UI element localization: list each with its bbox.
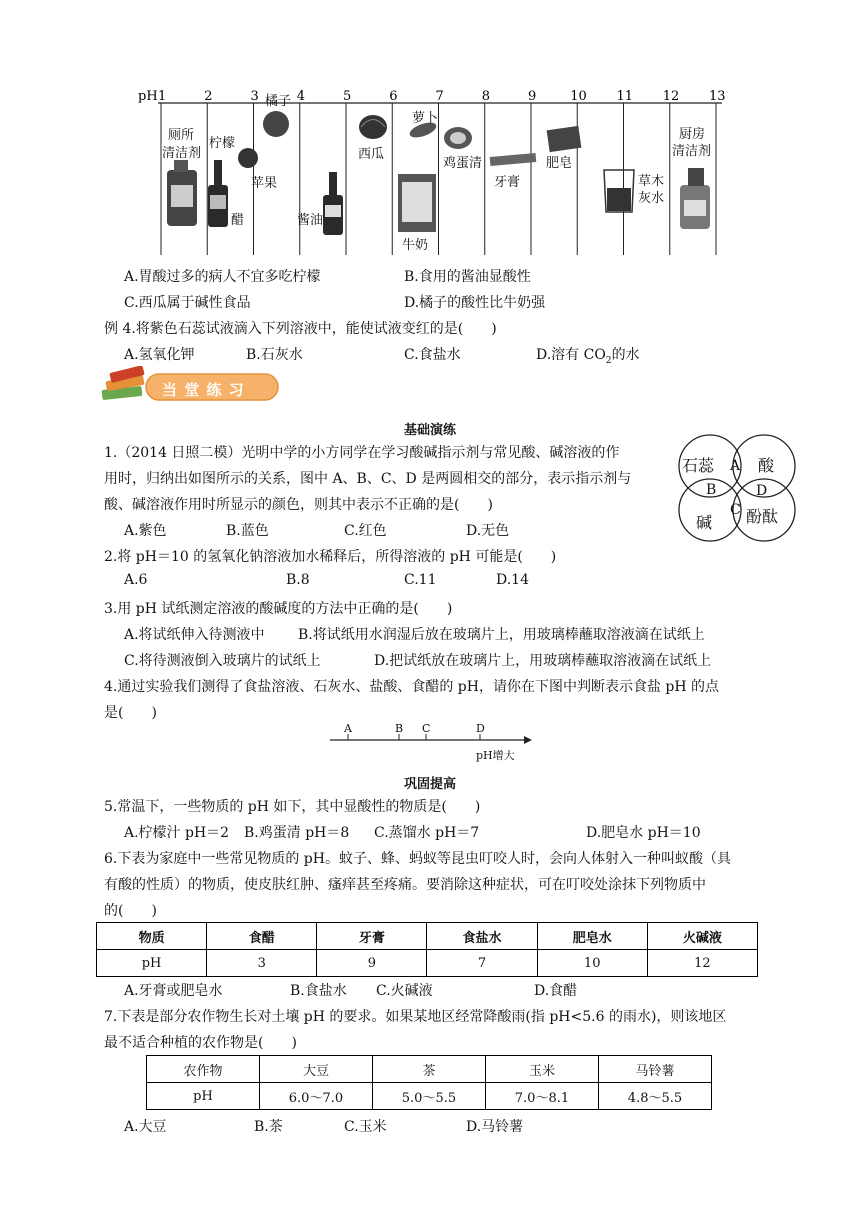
p7-option-c[interactable]: C.玉米 xyxy=(344,1119,387,1135)
p6-td-4: 10 xyxy=(537,950,647,977)
ph-tick-label: 4 xyxy=(296,89,306,104)
p5-option-d[interactable]: D.肥皂水 pH＝10 xyxy=(586,825,701,841)
ph-tick-label: 9 xyxy=(528,89,537,104)
p6-th-0: 物质 xyxy=(97,923,207,950)
q3-option-a[interactable]: A.胃酸过多的病人不宜多吃柠檬 xyxy=(124,269,321,285)
p7-td-1: 6.0～7.0 xyxy=(259,1083,372,1110)
q4-option-d[interactable] xyxy=(536,344,640,366)
ash-water-beaker-icon xyxy=(604,170,634,212)
label-ash-water-2: 灰水 xyxy=(638,191,665,206)
p1-option-a[interactable]: A.紫色 xyxy=(124,523,167,539)
p7-table xyxy=(146,1055,712,1110)
p6-th-4: 肥皂水 xyxy=(537,923,647,950)
label-radish: 萝卜 xyxy=(412,111,439,126)
label-toilet-cleaner-2: 清洁剂 xyxy=(162,146,202,161)
label-toilet-cleaner-1: 厕所 xyxy=(168,128,195,143)
q4-option-d-pre: D.溶有 CO xyxy=(536,347,606,363)
p6-th-2: 牙膏 xyxy=(317,923,427,950)
q3-options-row2 xyxy=(0,292,860,314)
p7-option-a[interactable]: A.大豆 xyxy=(124,1119,167,1135)
ph-tick-label: 6 xyxy=(389,89,398,104)
p7-th-4: 马铃薯 xyxy=(598,1056,711,1083)
axis-caption: pH增大 xyxy=(476,749,515,762)
p2-option-b[interactable]: B.8 xyxy=(286,572,310,588)
section-banner xyxy=(100,366,280,406)
label-ash-water-1: 草木 xyxy=(638,174,665,189)
p3-option-b[interactable]: B.将试纸用水润湿后放在玻璃片上，用玻璃棒蘸取溶液滴在试纸上 xyxy=(298,627,705,643)
q3-option-d[interactable]: D.橘子的酸性比牛奶强 xyxy=(404,295,546,311)
p1-option-c[interactable]: C.红色 xyxy=(344,523,387,539)
ph-tick-label: 2 xyxy=(204,89,213,104)
p6-td-1: 3 xyxy=(207,950,317,977)
label-lemon: 柠檬 xyxy=(209,136,236,151)
section-title-advanced: 巩固提高 xyxy=(403,777,456,792)
kitchen-cleaner-spray-icon xyxy=(680,168,710,229)
venn-label-base: 碱 xyxy=(696,513,713,532)
p3-options-row2 xyxy=(0,650,860,672)
venn-label-b: B xyxy=(706,482,717,498)
p4-line2: 是( ) xyxy=(104,705,157,721)
p6-th-5: 火碱液 xyxy=(647,923,757,950)
p6-td-5: 12 xyxy=(647,950,757,977)
p6-th-3: 食盐水 xyxy=(427,923,537,950)
p7-td-2: 5.0～5.5 xyxy=(372,1083,485,1110)
p6-line1: 6.下表为家庭中一些常见物质的 pH。蚊子、蜂、蚂蚁等昆虫叮咬人时，会向人体射入一种叫蚁酸（具 xyxy=(104,851,731,867)
lemon-icon xyxy=(238,148,258,168)
p6-td-3: 7 xyxy=(427,950,537,977)
p7-td-4: 4.8～5.5 xyxy=(598,1083,711,1110)
p1-line1: 1.（2014 日照二模）光明中学的小方同学在学习酸碱指示剂与常见酸、碱溶液的作 xyxy=(104,445,620,461)
toothpaste-icon xyxy=(490,153,537,166)
p1-option-d[interactable]: D.无色 xyxy=(466,523,510,539)
q4-options-row xyxy=(0,344,860,366)
p7-table-header xyxy=(147,1056,712,1083)
point-c: C xyxy=(422,722,431,735)
p6-option-b[interactable]: B.食盐水 xyxy=(290,983,347,999)
q4-option-b[interactable]: B.石灰水 xyxy=(246,347,303,363)
p2-stem: 2.将 pH＝10 的氢氧化钠溶液加水稀释后，所得溶液的 pH 可能是( ) xyxy=(104,549,557,565)
label-watermelon: 西瓜 xyxy=(358,147,385,162)
p2-options-row xyxy=(0,572,860,594)
soy-sauce-bottle-icon xyxy=(323,172,343,235)
label-milk: 牛奶 xyxy=(402,238,429,253)
label-kitchen-cleaner-2: 清洁剂 xyxy=(672,144,712,159)
venn-label-a: A xyxy=(730,458,741,474)
label-soap: 肥皂 xyxy=(546,156,573,171)
p7-options-row xyxy=(0,1116,860,1138)
p2-option-a[interactable]: A.6 xyxy=(124,572,148,588)
ph-tick-label: 8 xyxy=(481,89,491,104)
venn-label-c: C xyxy=(730,502,741,518)
venn-label-litmus: 石蕊 xyxy=(682,456,715,475)
p7-table-row xyxy=(147,1083,712,1110)
p7-option-d[interactable]: D.马铃薯 xyxy=(466,1119,524,1135)
label-toothpaste: 牙膏 xyxy=(494,175,521,190)
label-egg-white: 鸡蛋清 xyxy=(443,156,483,171)
label-apple: 苹果 xyxy=(251,176,278,191)
p6-options-row xyxy=(0,980,860,1002)
p6-line3: 的( ) xyxy=(104,903,157,919)
label-vinegar: 醋 xyxy=(231,213,245,228)
p6-table-row xyxy=(97,950,758,977)
p5-stem: 5.常温下，一些物质的 pH 如下，其中显酸性的物质是( ) xyxy=(104,799,481,815)
p3-option-d[interactable]: D.把试纸放在玻璃片上，用玻璃棒蘸取溶液滴在试纸上 xyxy=(374,653,712,669)
venn-label-d: D xyxy=(756,483,768,499)
p6-line2: 有酸的性质）的物质，使皮肤红肿、瘙痒甚至疼痛。要消除这种症状，可在叮咬处涂抹下列物质中 xyxy=(104,877,706,893)
p7-td-0: pH xyxy=(147,1083,260,1110)
arrow-right-icon xyxy=(524,736,532,744)
soap-icon xyxy=(547,126,582,152)
p7-td-3: 7.0～8.1 xyxy=(485,1083,598,1110)
section-title-basic: 基础演练 xyxy=(403,423,456,438)
ph-tick-label: 10 xyxy=(570,89,587,104)
p7-option-b[interactable]: B.茶 xyxy=(254,1119,283,1135)
point-b: B xyxy=(395,722,404,735)
p3-options-row1 xyxy=(0,624,860,646)
ph-tick-label: 1 xyxy=(158,89,167,104)
q4-option-c[interactable]: C.食盐水 xyxy=(404,347,461,363)
ph-tick-label: 3 xyxy=(250,89,259,104)
q4-option-d-post: 的水 xyxy=(611,347,640,363)
p7-th-0: 农作物 xyxy=(147,1056,260,1083)
p2-option-d[interactable]: D.14 xyxy=(496,572,529,588)
toilet-cleaner-bottle-icon xyxy=(167,160,197,226)
q3-option-c[interactable]: C.西瓜属于碱性食品 xyxy=(124,295,251,311)
p7-th-2: 茶 xyxy=(372,1056,485,1083)
ph-tick-label: 13 xyxy=(709,89,726,104)
label-soy-sauce: 酱油 xyxy=(297,213,324,228)
p5-option-b[interactable]: B.鸡蛋清 pH＝8 xyxy=(244,825,350,841)
ph-scale-figure xyxy=(0,0,860,262)
p6-th-1: 食醋 xyxy=(207,923,317,950)
ph-tick-label: 12 xyxy=(662,89,680,104)
p1-option-b[interactable]: B.蓝色 xyxy=(226,523,269,539)
p3-stem: 3.用 pH 试纸测定溶液的酸碱度的方法中正确的是( ) xyxy=(104,601,453,617)
point-d: D xyxy=(476,722,485,735)
venn-label-phenol: 酚酞 xyxy=(746,507,779,526)
p6-table xyxy=(96,922,758,977)
p5-option-a[interactable]: A.柠檬汁 pH＝2 xyxy=(124,825,230,841)
p6-td-0: pH xyxy=(97,950,207,977)
p7-th-3: 玉米 xyxy=(485,1056,598,1083)
watermelon-icon xyxy=(359,115,387,139)
p6-table-header xyxy=(97,923,758,950)
ph-tick-label: 7 xyxy=(435,89,444,104)
label-kitchen-cleaner-1: 厨房 xyxy=(679,127,706,142)
p5-options-row xyxy=(0,822,860,844)
banner-title: 当 堂 练 习 xyxy=(162,381,245,399)
p7-th-1: 大豆 xyxy=(259,1056,372,1083)
ph-tick-label: 11 xyxy=(616,89,634,104)
p1-line2: 用时，归纳出如图所示的关系，图中 A、B、C、D 是两圆相交的部分，表示指示剂与 xyxy=(104,471,632,487)
p6-td-2: 9 xyxy=(317,950,427,977)
p4-line1: 4.通过实验我们测得了食盐溶液、石灰水、盐酸、食醋的 pH，请你在下图中判断表示食盐 pH 的点 xyxy=(104,679,720,695)
q4-option-d-sub: 2 xyxy=(605,355,612,366)
q4-option-a[interactable]: A.氢氧化钾 xyxy=(124,347,195,363)
p6-option-d[interactable]: D.食醋 xyxy=(534,983,578,999)
ph-number-line xyxy=(326,722,536,766)
p3-option-a[interactable]: A.将试纸伸入待测液中 xyxy=(124,627,265,643)
p6-option-c[interactable]: C.火碱液 xyxy=(376,983,433,999)
ph-tick-label: 5 xyxy=(343,89,352,104)
q4-stem-row xyxy=(0,318,860,340)
p6-option-a[interactable]: A.牙膏或肥皂水 xyxy=(124,983,223,999)
venn-diagram xyxy=(672,432,802,544)
ph-axis-label: pH xyxy=(138,89,158,104)
point-a: A xyxy=(344,722,352,735)
label-orange: 橘子 xyxy=(265,94,292,109)
egg-white-dish-icon xyxy=(444,127,472,149)
q3-option-b[interactable]: B.食用的酱油显酸性 xyxy=(404,269,531,285)
p1-line3: 酸、碱溶液作用时所显示的颜色，则其中表示不正确的是( ) xyxy=(104,497,493,513)
q4-stem: 例 4.将紫色石蕊试液滴入下列溶液中，能使试液变红的是( ) xyxy=(104,321,497,337)
milk-carton-icon xyxy=(398,174,436,232)
p5-option-c[interactable]: C.蒸馏水 pH＝7 xyxy=(374,825,480,841)
p2-option-c[interactable]: C.11 xyxy=(404,572,437,588)
orange-icon xyxy=(263,111,289,137)
vinegar-bottle-icon xyxy=(208,160,228,227)
p7-line2: 最不适合种植的农作物是( ) xyxy=(104,1035,297,1051)
p7-line1: 7.下表是部分农作物生长对土壤 pH 的要求。如果某地区经常降酸雨(指 pH<5.6 的雨水)，则该地区 xyxy=(104,1009,727,1025)
venn-label-acid: 酸 xyxy=(758,456,775,475)
p3-option-c[interactable]: C.将待测液倒入玻璃片的试纸上 xyxy=(124,653,321,669)
q3-options-row1 xyxy=(0,266,860,288)
